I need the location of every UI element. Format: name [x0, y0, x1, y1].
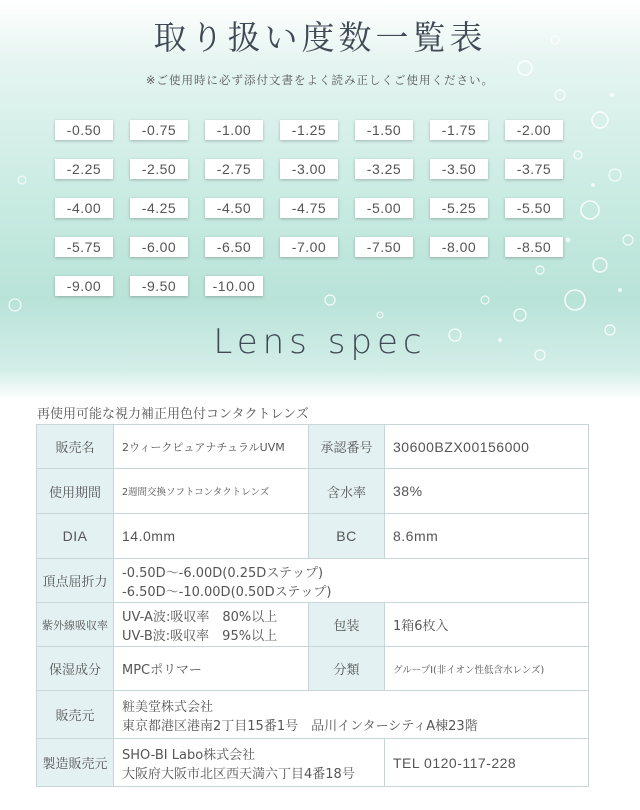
- spec-table: [36, 424, 589, 787]
- power-chip: -4.75: [280, 198, 338, 218]
- spec-row: [37, 469, 589, 514]
- maker-company: SHO-BI Labo株式会社: [122, 747, 256, 763]
- spec-label: 紫外線吸収率: [37, 603, 114, 647]
- spec-value: MPCポリマー: [114, 647, 309, 691]
- spec-label: 製造販売元: [37, 739, 114, 787]
- spec-row: [37, 559, 589, 603]
- power-chip: -1.50: [355, 120, 413, 140]
- power-chip: -9.00: [55, 276, 113, 296]
- power-chip: -8.50: [505, 237, 563, 257]
- power-chip: -3.25: [355, 159, 413, 179]
- power-chip: -5.00: [355, 198, 413, 218]
- power-chip: -7.50: [355, 237, 413, 257]
- seller-company: 粧美堂株式会社: [122, 699, 214, 715]
- spec-value: 38%: [385, 469, 589, 514]
- page-title: 取り扱い度数一覧表: [153, 18, 487, 57]
- power-chip: -8.00: [430, 237, 488, 257]
- power-chip: -4.25: [130, 198, 188, 218]
- power-chip: -2.50: [130, 159, 188, 179]
- power-chip: -5.50: [505, 198, 563, 218]
- power-chip: -6.00: [130, 237, 188, 257]
- power-chip: -0.50: [55, 120, 113, 140]
- spec-row: [37, 739, 589, 787]
- power-chip: -0.75: [130, 120, 188, 140]
- spec-value: 14.0mm: [114, 514, 309, 559]
- spec-value: [114, 691, 589, 739]
- spec-label: 保湿成分: [37, 647, 114, 691]
- spec-row: [37, 603, 589, 647]
- spec-value: 2ウィークピュアナチュラルUVM: [114, 425, 309, 469]
- spec-value: 30600BZX00156000: [385, 425, 589, 469]
- spec-value: グループⅠ(非イオン性低含水レンズ): [385, 647, 589, 691]
- uv-b-line: UV-B波:吸収率 95%以上: [122, 628, 278, 644]
- spec-value: [114, 559, 589, 603]
- spec-label: 使用期間: [37, 469, 114, 514]
- power-chip: -3.75: [505, 159, 563, 179]
- maker-address: 大阪府大阪市北区西天満六丁目4番18号: [122, 766, 355, 782]
- spec-row: [37, 425, 589, 469]
- power-chip: -4.00: [55, 198, 113, 218]
- spec-label: BC: [309, 514, 385, 559]
- spec-value: 1箱6枚入: [385, 603, 589, 647]
- power-range-line: -6.50D〜-10.00D(0.50Dステップ): [122, 584, 332, 600]
- spec-row: [37, 514, 589, 559]
- power-chip: -2.25: [55, 159, 113, 179]
- power-chip: -9.50: [130, 276, 188, 296]
- spec-value: 8.6mm: [385, 514, 589, 559]
- spec-row: [37, 691, 589, 739]
- spec-heading: Lens spec: [213, 322, 427, 362]
- spec-label: 分類: [309, 647, 385, 691]
- power-chip: -7.00: [280, 237, 338, 257]
- spec-subtitle: 再使用可能な視力補正用色付コンタクトレンズ: [37, 407, 309, 422]
- usage-note: ※ご使用時に必ず添付文書をよく読み正しくご使用ください。: [145, 73, 495, 87]
- power-chip: -1.25: [280, 120, 338, 140]
- power-chip: -5.25: [430, 198, 488, 218]
- power-chip: -1.00: [205, 120, 263, 140]
- power-range-line: -0.50D〜-6.00D(0.25Dステップ): [122, 565, 324, 581]
- spec-label: 販売名: [37, 425, 114, 469]
- spec-label: DIA: [37, 514, 114, 559]
- power-chip: -6.50: [205, 237, 263, 257]
- spec-value: [114, 739, 385, 787]
- power-chip: -5.75: [55, 237, 113, 257]
- power-chip: -3.50: [430, 159, 488, 179]
- maker-phone: TEL 0120-117-228: [385, 739, 589, 787]
- spec-label: 販売元: [37, 691, 114, 739]
- spec-label: 承認番号: [309, 425, 385, 469]
- spec-label: 包装: [309, 603, 385, 647]
- uv-a-line: UV-A波:吸収率 80%以上: [122, 609, 278, 625]
- spec-value: [114, 603, 309, 647]
- power-chip: -1.75: [430, 120, 488, 140]
- power-chip: -4.50: [205, 198, 263, 218]
- spec-label: 含水率: [309, 469, 385, 514]
- seller-address: 東京都港区港南2丁目15番1号 品川インターシティA棟23階: [122, 718, 478, 734]
- spec-row: [37, 647, 589, 691]
- spec-value: 2週間交換ソフトコンタクトレンズ: [114, 469, 309, 514]
- power-chip: -2.00: [505, 120, 563, 140]
- power-chip: -10.00: [205, 276, 263, 296]
- spec-label: 頂点屈折力: [37, 559, 114, 603]
- power-chip: -2.75: [205, 159, 263, 179]
- power-chip: -3.00: [280, 159, 338, 179]
